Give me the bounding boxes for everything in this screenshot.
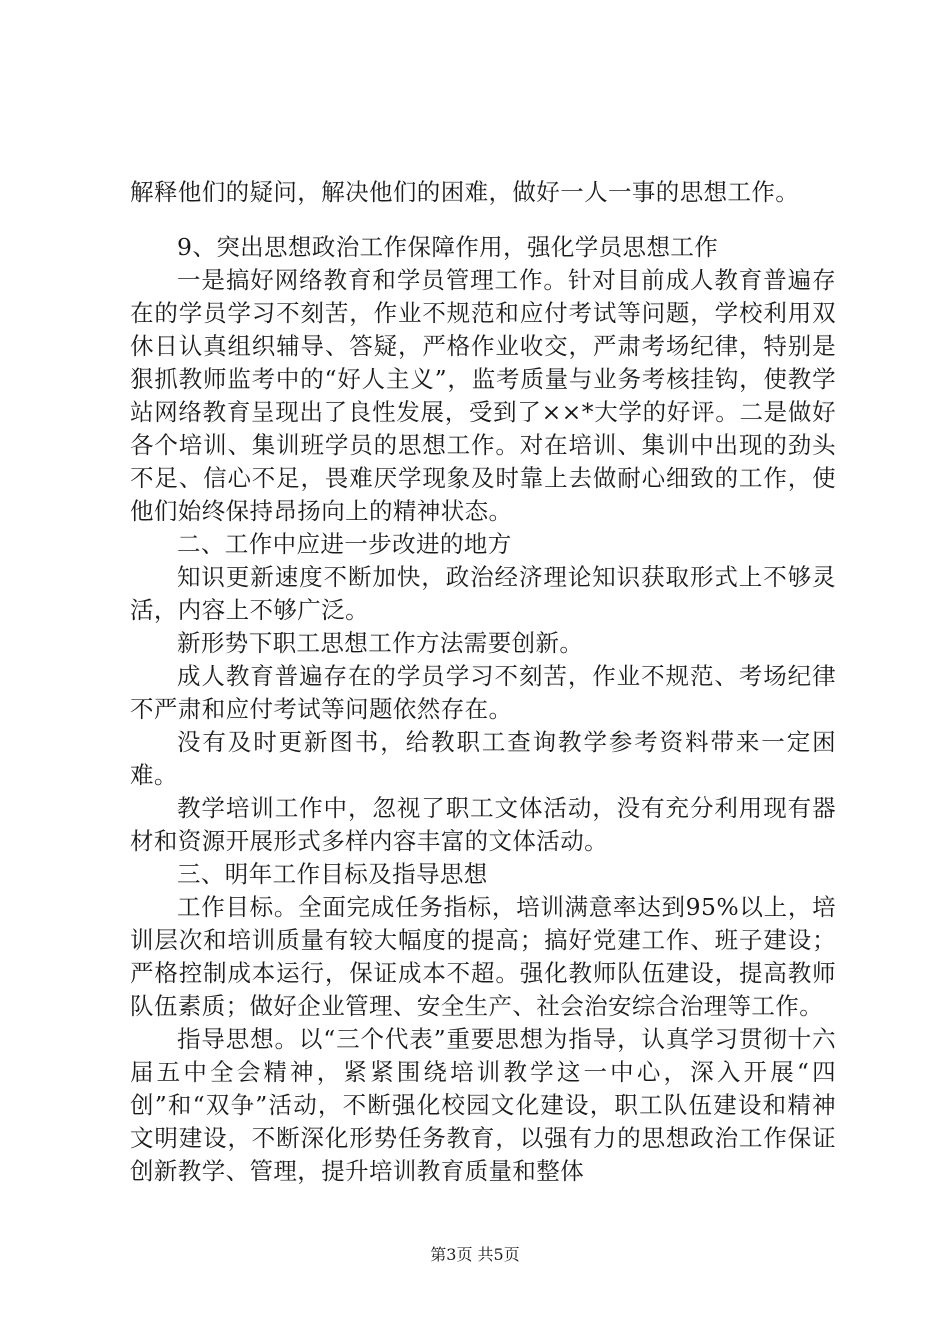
section-heading-9: 9、突出思想政治工作保障作用，强化学员思想工作 [177,233,719,261]
page-number-label: 第3页 共5页 [430,1245,520,1264]
paragraph-method-innovation: 新形势下职工思想工作方法需要创新。 [177,629,584,657]
paragraph-adult-education: 成人教育普遍存在的学员学习不刻苦，作业不规范、考场纪律不严肃和应付考试等问题依然存在。 [130,662,836,723]
paragraph-knowledge-update: 知识更新速度不断加快，政治经济理论知识获取形式上不够灵活，内容上不够广泛。 [130,563,836,624]
paragraph-guiding-thought: 指导思想。以“三个代表”重要思想为指导，认真学习贯彻十六届五中全会精神，紧紧围绕培训教学这一中心，深入开展“四创”和“双争”活动，不断强化校园文化建设，职工队伍建设和精神文明建设，不断深化形势任务教育，以强有力的思想政治工作保证创新教学、管理，提升培训教育质量和整体 [130,1025,836,1185]
paragraph-continuation: 解释他们的疑问，解决他们的困难，做好一人一事的思想工作。 [130,178,800,206]
paragraph-cultural-activities: 教学培训工作中，忽视了职工文体活动，没有充分利用现有器材和资源开展形式多样内容丰富的文体活动。 [130,794,836,855]
paragraph-work-goals: 工作目标。全面完成任务指标，培训满意率达到95%以上，培训层次和培训质量有较大幅度的提高；搞好党建工作、班子建设；严格控制成本运行，保证成本不超。强化教师队伍建设，提高教师队伍素质；做好企业管理、安全生产、社会治安综合治理等工作。 [130,893,836,1020]
section-heading-improvements: 二、工作中应进一步改进的地方 [177,530,512,558]
document-body [130,176,836,1188]
section-heading-next-year: 三、明年工作目标及指导思想 [177,860,488,888]
page-footer [0,1245,950,1265]
paragraph-network-education: 一是搞好网络教育和学员管理工作。针对目前成人教育普遍存在的学员学习不刻苦，作业不规范和应付考试等问题，学校利用双休日认真组织辅导、答疑，严格作业收交，严肃考场纪律，特别是狠抓教师监考中的“好人主义”，监考质量与业务考核挂钩，使教学站网络教育呈现出了良性发展，受到了××*大学的好评。二是做好各个培训、集训班学员的思想工作。对在培训、集训中出现的劲头不足、信心不足，畏难厌学现象及时靠上去做耐心细致的工作，使他们始终保持昂扬向上的精神状态。 [130,266,836,525]
paragraph-library-books: 没有及时更新图书，给教职工查询教学参考资料带来一定困难。 [130,728,836,789]
